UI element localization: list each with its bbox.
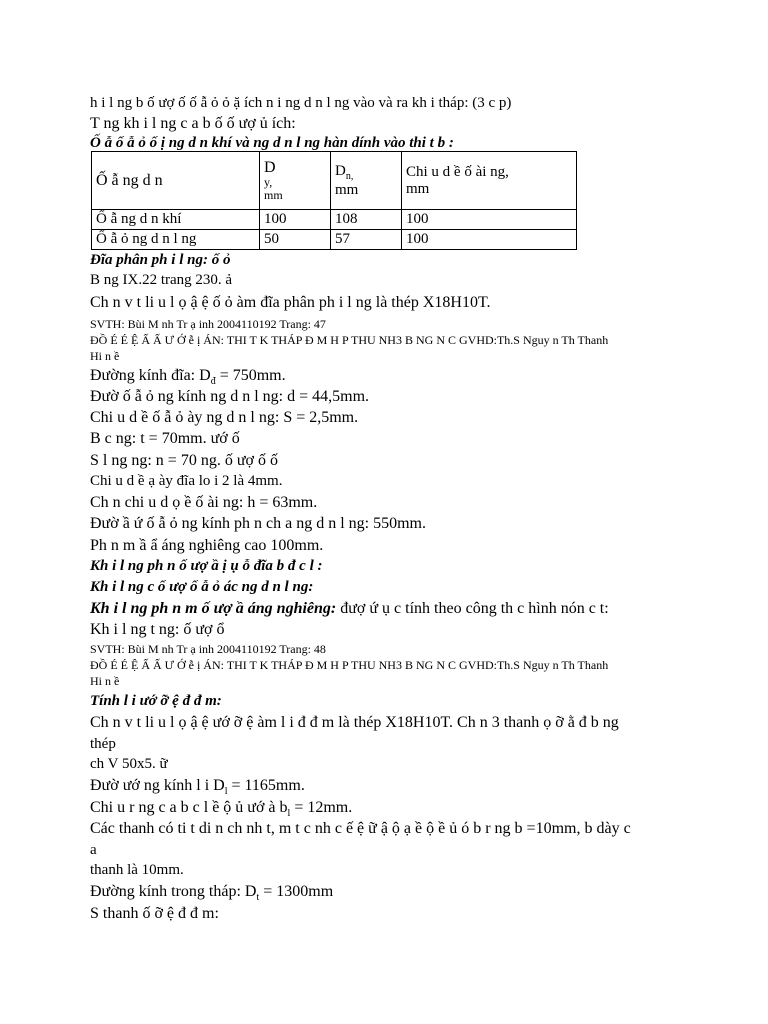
text-line: Chi u d ề ạ ày đĩa lo i 2 là 4mm.: [90, 473, 283, 489]
table-header-cell: Ố ẫ ng d n: [92, 152, 260, 210]
table-row: [92, 210, 577, 230]
text-line: Đường kính đĩa: $D_đ = 750mm$.: [90, 367, 286, 388]
text-line: Chi u d ề ố ẫ ỏ ày ng d n l ng: S = 2,5mm.: [90, 409, 359, 426]
table-cell: 100: [260, 210, 331, 230]
header-line: Hi n ề: [90, 674, 120, 688]
section-heading: Kh i l ng ph n ố ượ ầ ị ụ ỗ đĩa b đ c l :: [90, 558, 323, 574]
text-line: B c ng: t = 70mm. ướ ố: [90, 430, 240, 447]
table-cell: 50: [260, 230, 331, 250]
table-cell: 108: [331, 210, 402, 230]
footer-line: SVTH: Bùi M nh Tr ạ inh 2004110192 Trang: 47: [90, 317, 326, 331]
text-line: Các thanh có ti t di n ch nh t, m t c nh c ế ệ ữ ậ ộ ạ ề ộ ề ủ ó b r ng b =10mm, b dày c: [90, 820, 631, 837]
table-header-cell: D y, mm: [260, 152, 331, 210]
text-line: Kh i l ng t ng: ố ượ ổ: [90, 621, 225, 638]
table-cell: 100: [402, 230, 577, 250]
pipe-spec-table: [91, 151, 577, 250]
section-heading: Tính l i ướ ỡ ệ đ đ m:: [90, 693, 222, 709]
text-line: Đườ ố ẫ ỏ ng kính ng d n l ng: d = 44,5mm.: [90, 388, 370, 405]
table-cell: Ố ẫ ng d n khí: [92, 210, 260, 230]
section-heading: Đĩa phân ph i l ng: ố ỏ: [90, 252, 231, 268]
text-line: Đườ ướ ng kính l i $D_l = 1165mm$.: [90, 777, 305, 798]
table-header-cell: Chi u d ề ố ài ng, mm: [402, 152, 577, 210]
header-line: ĐỒ É É Ệ Ấ Ấ Ư Ớ ễ ị ÁN: THI T K THÁP Đ M H P THU NH3 B NG N C GVHD:Th.S Nguy n Th Thanh: [90, 333, 609, 347]
table-row: [92, 230, 577, 250]
section-heading: Kh i l ng c ố ượ ố ẫ ỏ ác ng d n l ng:: [90, 579, 314, 595]
text-line: thép: [90, 736, 116, 752]
text-line: T ng kh i l ng c a b ố ố ượ ủ ích:: [90, 115, 296, 132]
header-line: ĐỒ É É Ệ Ấ Ấ Ư Ớ ễ ị ÁN: THI T K THÁP Đ M H P THU NH3 B NG N C GVHD:Th.S Nguy n Th Thanh: [90, 658, 609, 672]
text-line: S thanh ố ỡ ệ đ đ m:: [90, 905, 219, 922]
text-line: Đường kính trong tháp: $D_t = 1300mm$: [90, 883, 334, 904]
text-line: h i l ng b ố ượ ố ố ẫ ỏ ỏ ặ ích n i ng d n l ng vào và ra kh i tháp: (3 c p): [90, 95, 512, 111]
table-cell: 57: [331, 230, 402, 250]
text-line: Kh i l ng ph n m ố ượ ầ áng nghiêng: đượ ứ ụ c tính theo công th c hình nón c t:: [90, 600, 609, 617]
text-line: Ch n v t li u l ọ ậ ệ ướ ỡ ệ àm l i đ đ m là thép X18H10T. Ch n 3 thanh ọ ỡ ằ đ b ng: [90, 714, 619, 731]
text-line: Ph n m ầ ẩ áng nghiêng cao 100mm.: [90, 537, 324, 554]
text-line: ch V 50x5. ữ: [90, 756, 168, 772]
table-header-cell: $D_{n,}$ mm: [331, 152, 402, 210]
text-line: a: [90, 842, 97, 858]
text-line: Ch n v t li u l ọ ậ ệ ố ỏ àm đĩa phân ph i l ng là thép X18H10T.: [90, 294, 491, 311]
text-line: Đườ ầ ứ ố ẫ ỏ ng kính ph n ch a ng d n l ng: 550mm.: [90, 515, 426, 532]
table-cell: Ố ẫ ỏ ng d n l ng: [92, 230, 260, 250]
table-header-row: [92, 152, 577, 210]
text-line: B ng IX.22 trang 230. ả: [90, 272, 233, 288]
text-line: thanh là 10mm.: [90, 862, 184, 878]
header-line: Hi n ề: [90, 349, 120, 363]
text-line: Chi u r ng c a b c l ề ộ ủ ướ à $b_l = 12mm$.: [90, 799, 353, 820]
table-cell: 100: [402, 210, 577, 230]
footer-line: SVTH: Bùi M nh Tr ạ inh 2004110192 Trang: 48: [90, 642, 326, 656]
text-line: S l ng ng: n = 70 ng. ố ượ ố ố: [90, 452, 278, 469]
text-line: Ch n chi u d ọ ề ố ài ng: h = 63mm.: [90, 494, 318, 511]
section-heading: Ố ẫ ố ẫ ỏ ố ị ng d n khí và ng d n l ng hàn dính vào thi t b :: [90, 135, 454, 151]
